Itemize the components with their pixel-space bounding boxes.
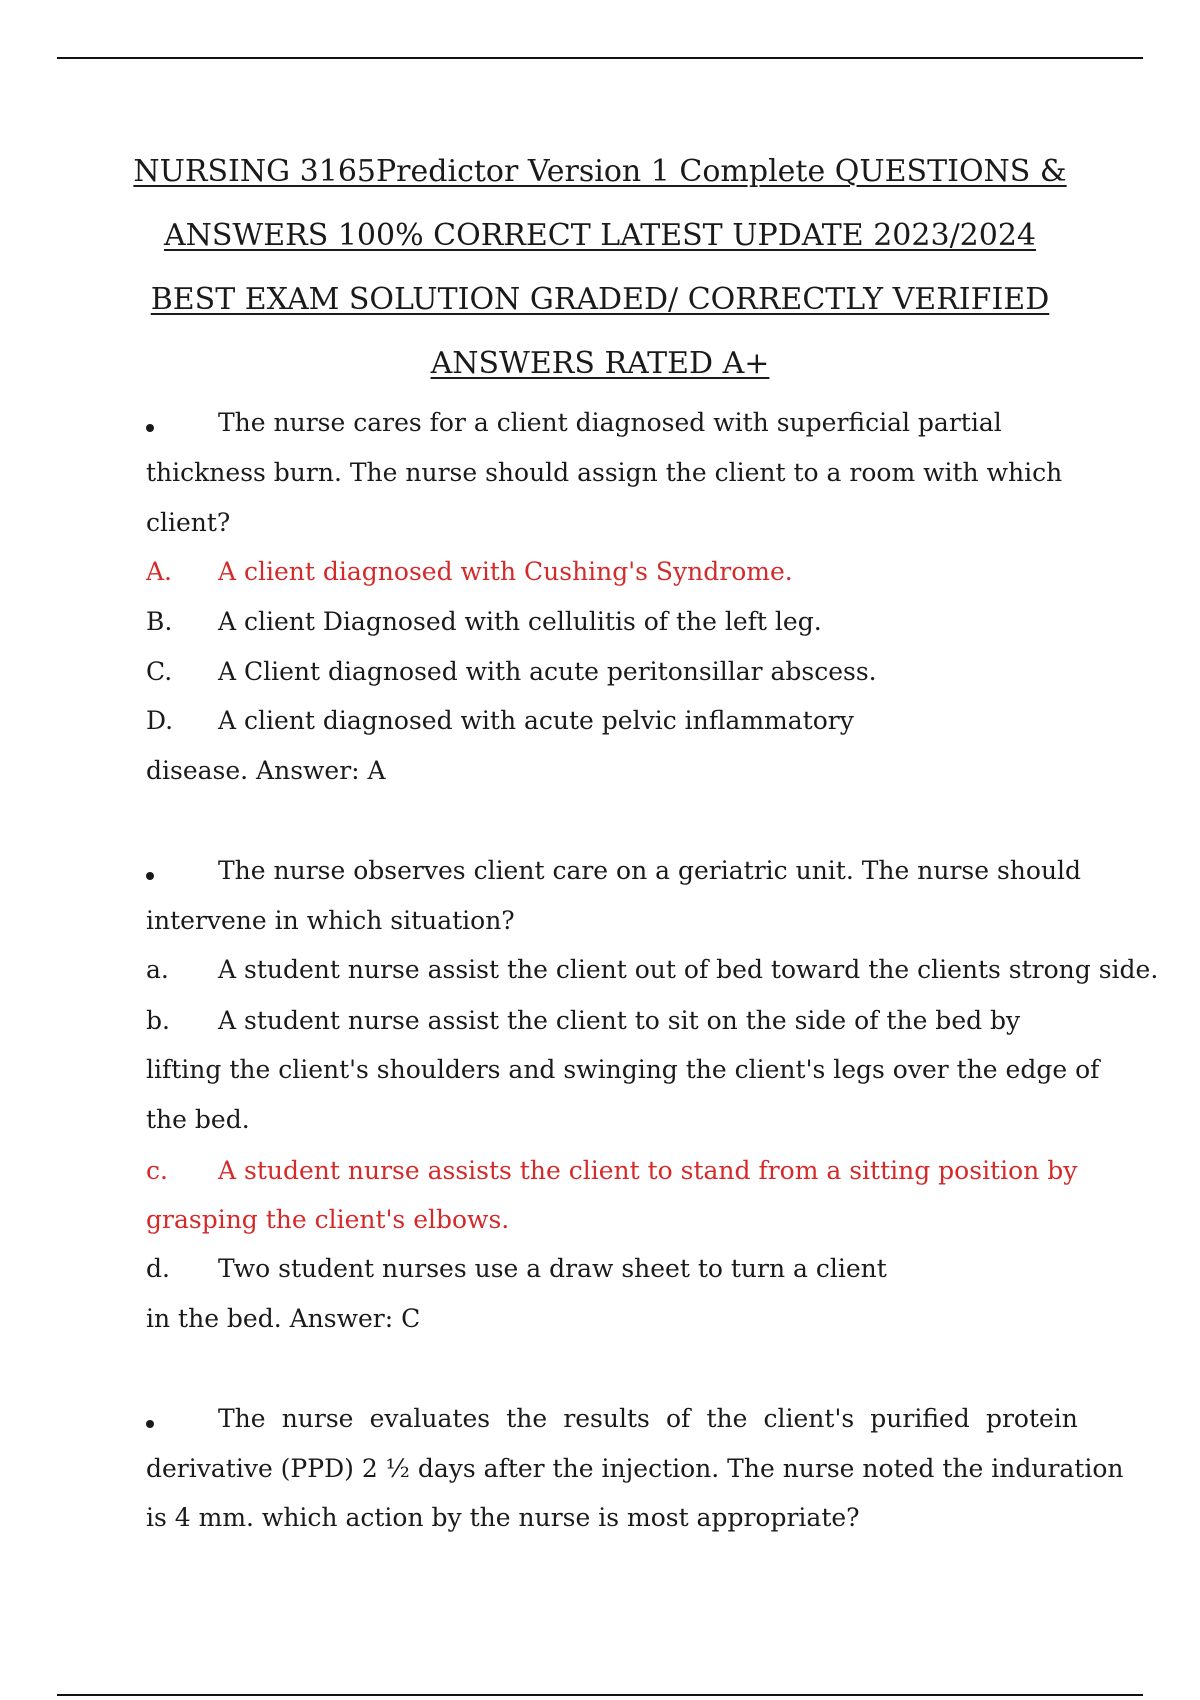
option-letter: A. bbox=[146, 557, 173, 586]
option-continuation: lifting the client's shoulders and swinging the client's legs over the edge of bbox=[146, 1055, 1100, 1084]
word: The bbox=[218, 1404, 266, 1433]
option-continuation-correct: grasping the client's elbows. bbox=[146, 1205, 510, 1234]
option-continuation: the bed. bbox=[146, 1105, 250, 1134]
word: the bbox=[706, 1404, 748, 1433]
top-rule bbox=[57, 57, 1143, 59]
option-letter: B. bbox=[146, 607, 173, 636]
word: results bbox=[563, 1404, 650, 1433]
option-text-correct: A client diagnosed with Cushing's Syndrome. bbox=[218, 557, 793, 586]
q1-line: The nurse cares for a client diagnosed with superficial partial bbox=[218, 408, 1002, 437]
q1-line: thickness burn. The nurse should assign the client to a room with which bbox=[146, 458, 1063, 487]
option-letter: D. bbox=[146, 706, 174, 735]
word: nurse bbox=[281, 1404, 354, 1433]
title-line: ANSWERS RATED A+ bbox=[430, 346, 770, 381]
q3-line: is 4 mm. which action by the nurse is most appropriate? bbox=[146, 1503, 860, 1532]
bottom-rule bbox=[57, 1694, 1143, 1696]
q3-line-justified bbox=[218, 1404, 1078, 1433]
option-text: A Client diagnosed with acute peritonsillar abscess. bbox=[218, 657, 877, 686]
bullet-icon bbox=[146, 872, 154, 880]
option-text: A student nurse assist the client to sit on the side of the bed by bbox=[218, 1006, 1021, 1035]
option-letter: d. bbox=[146, 1254, 170, 1283]
q2-line: intervene in which situation? bbox=[146, 906, 515, 935]
bullet-icon bbox=[146, 424, 154, 432]
option-text: A student nurse assist the client out of bed toward the clients strong side. bbox=[218, 955, 1159, 984]
option-letter: C. bbox=[146, 657, 173, 686]
bullet-icon bbox=[146, 1420, 154, 1428]
q1-line: client? bbox=[146, 508, 231, 537]
option-text: A client diagnosed with acute pelvic inflammatory bbox=[218, 706, 854, 735]
title-line: NURSING 3165Predictor Version 1 Complete QUESTIONS & bbox=[133, 154, 1067, 189]
option-text: A client Diagnosed with cellulitis of the left leg. bbox=[218, 607, 822, 636]
answer-line: disease. Answer: A bbox=[146, 756, 386, 785]
q2-line: The nurse observes client care on a geriatric unit. The nurse should bbox=[218, 856, 1082, 885]
option-text: Two student nurses use a draw sheet to turn a client bbox=[218, 1254, 887, 1283]
word: of bbox=[666, 1404, 691, 1433]
q3-line: derivative (PPD) 2 ½ days after the injection. The nurse noted the induration bbox=[146, 1454, 1124, 1483]
title-line: BEST EXAM SOLUTION GRADED/ CORRECTLY VERIFIED bbox=[150, 282, 1050, 317]
option-letter: b. bbox=[146, 1006, 170, 1035]
option-letter: c. bbox=[146, 1156, 168, 1185]
option-text-correct: A student nurse assists the client to stand from a sitting position by bbox=[218, 1156, 1078, 1185]
word: client's bbox=[763, 1404, 855, 1433]
title-line: ANSWERS 100% CORRECT LATEST UPDATE 2023/2024 bbox=[163, 218, 1037, 253]
word: evaluates bbox=[369, 1404, 491, 1433]
word: the bbox=[506, 1404, 548, 1433]
word: purified bbox=[870, 1404, 970, 1433]
answer-line: in the bed. Answer: C bbox=[146, 1304, 421, 1333]
option-letter: a. bbox=[146, 955, 169, 984]
word: protein bbox=[985, 1404, 1078, 1433]
document-title bbox=[60, 140, 1140, 396]
